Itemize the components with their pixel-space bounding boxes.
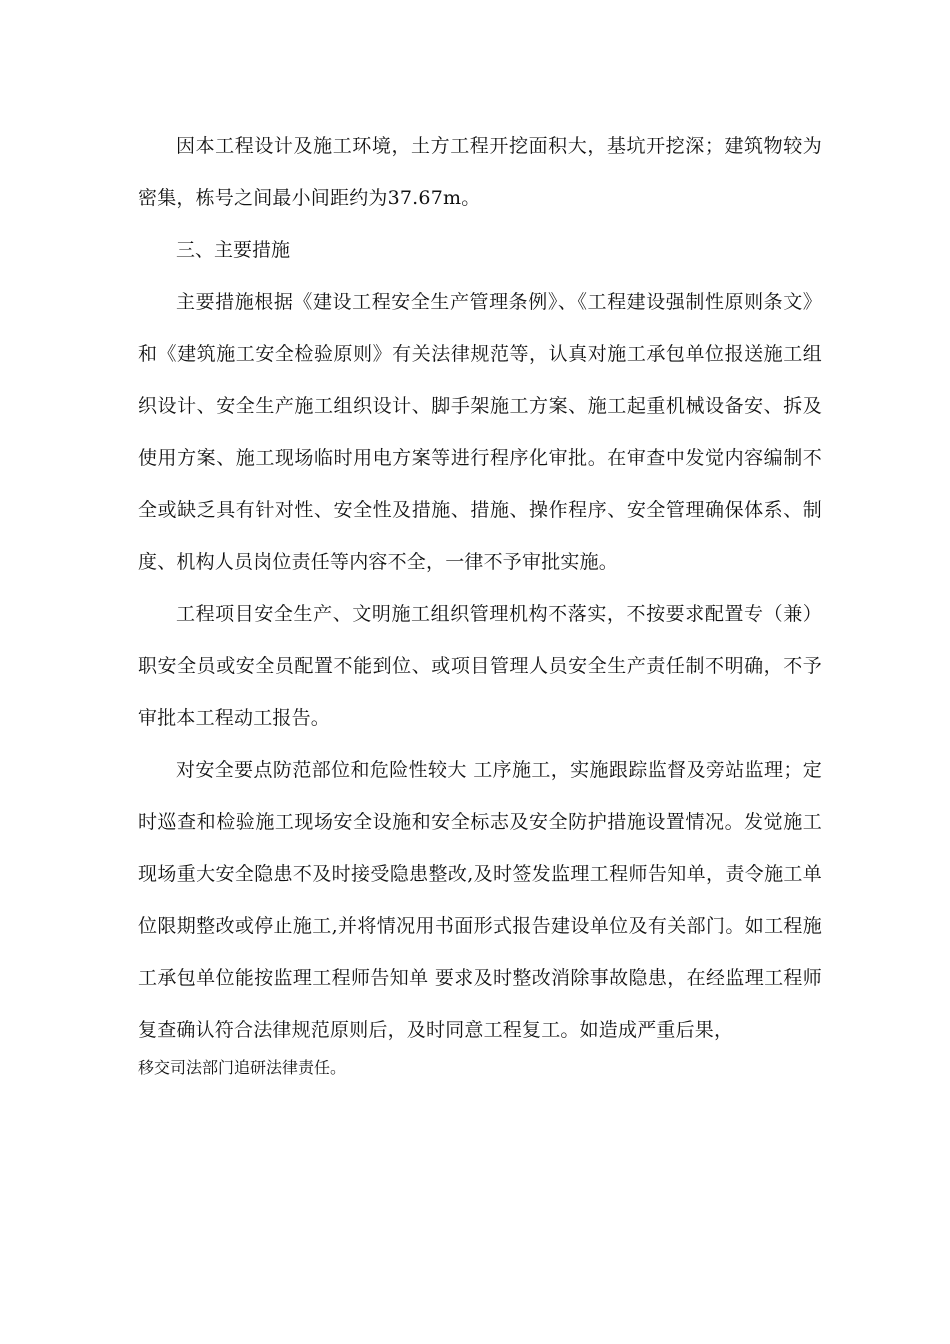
section-heading-main-measures: 三、主要措施 [176,239,291,261]
paragraph-review-measures: 主要措施根据《建设工程安全生产管理条例》、《工程建设强制性原则条文》和《建筑施工安全检验原则》有关法律规范等，认真对施工承包单位报送施工组织设计、安全生产施工组织设计、脚手架施工方案、施工起重机械设备安、拆及使用方案、施工现场临时用电方案等进行程序化审批。在审查中发觉内容编制不全或缺乏具有针对性、安全性及措施、措施、操作程序、安全管理确保体系、制度、机构人员岗位责任等内容不全，一律不予审批实施。 [138,291,822,573]
document-body [138,120,822,1080]
paragraph-inspection-measures: 对安全要点防范部位和危险性较大 工序施工，实施跟踪监督及旁站监理；定时巡查和检验施工现场安全设施和安全标志及安全防护措施设置情况。发觉施工现场重大安全隐患不及时接受隐患整改,及时签发监理工程师告知单，责令施工单位限期整改或停止施工,并将情况用书面形式报告建设单位及有关部门。如工程施工承包单位能按监理工程师告知单 要求及时整改消除事故隐患，在经监理工程师复查确认符合法律规范原则后，及时同意工程复工。如造成严重后果， [138,759,822,1041]
paragraph-final-line: 移交司法部门追研法律责任。 [138,1058,347,1077]
paragraph-site-conditions: 因本工程设计及施工环境，土方工程开挖面积大，基坑开挖深；建筑物较为密集，栋号之间最小间距约为37.67m。 [138,135,822,209]
paragraph-safety-organization: 工程项目安全生产、文明施工组织管理机构不落实，不按要求配置专（兼）职安全员或安全员配置不能到位、或项目管理人员安全生产责任制不明确，不予审批本工程动工报告。 [138,603,822,729]
